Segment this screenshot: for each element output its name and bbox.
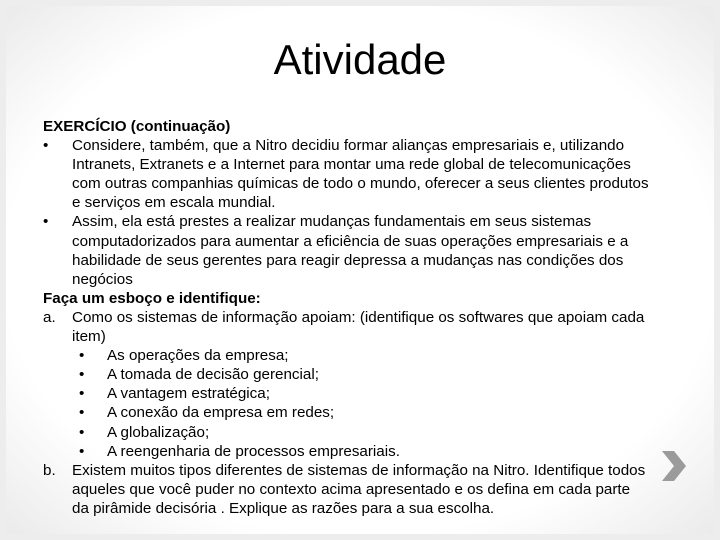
bullet-marker: • — [79, 423, 85, 441]
bullet-1-line-3: com outras companhias químicas de todo o mundo, oferecer a seus clientes produtos — [72, 175, 649, 193]
bullet-marker: • — [79, 347, 85, 365]
item-a-line-1: Como os sistemas de informação apoiam: (identifique os softwares que apoiam cada — [72, 308, 645, 326]
sub-item — [43, 442, 683, 461]
exercise-heading: EXERCÍCIO (continuação) — [43, 118, 231, 135]
sub-item-text: A vantagem estratégica; — [107, 385, 270, 403]
bullet-1-line-2: Intranets, Extranets e a Internet para montar uma rede global de telecomunicações — [72, 156, 631, 174]
task-heading: Faça um esboço e identifique: — [43, 289, 261, 307]
bullet-1-line-4: e serviços em escala mundial. — [72, 194, 276, 212]
sub-item — [43, 346, 683, 365]
item-b-line-2: aqueles que você puder no contexto acima apresentado e os defina em cada parte — [72, 480, 631, 498]
bullet-2-line-4: negócios — [72, 270, 133, 288]
sub-item — [43, 384, 683, 403]
chevron-right-icon[interactable] — [660, 449, 688, 483]
slide-title: Atividade — [273, 36, 447, 83]
sub-item-text: A tomada de decisão gerencial; — [107, 366, 319, 384]
bullet-1-line-1: Considere, também, que a Nitro decidiu formar alianças empresariais e, utilizando — [72, 137, 625, 155]
sub-item — [43, 403, 683, 422]
bullet-marker: • — [79, 404, 85, 422]
sub-item-text: A reengenharia de processos empresariais. — [107, 442, 400, 460]
bullet-marker: • — [43, 137, 49, 155]
item-a-line-2: item) — [72, 328, 106, 346]
item-b-line-1: Existem muitos tipos diferentes de sistemas de informação na Nitro. Identifique todos — [72, 461, 646, 479]
bullet-2-line-2: computadorizados para aumentar a eficiência de suas operações empresariais e a — [72, 232, 629, 250]
sub-item-text: A conexão da empresa em redes; — [107, 404, 335, 422]
bullet-marker: • — [79, 366, 85, 384]
bullet-2-line-1: Assim, ela está prestes a realizar mudanças fundamentais em seus sistemas — [72, 213, 592, 231]
item-b-line-3: da pirâmide decisória . Explique as razões para a sua escolha. — [72, 499, 495, 517]
sub-item-text: As operações da empresa; — [107, 347, 289, 365]
item-a — [43, 308, 683, 346]
bullet-2-line-3: habilidade de seus gerentes para reagir depressa a mudanças nas condições dos — [72, 251, 624, 269]
item-b — [43, 461, 683, 518]
item-a-marker: a. — [43, 308, 56, 326]
sub-item — [43, 423, 683, 442]
bullet-marker: • — [79, 442, 85, 460]
slide-body — [43, 117, 683, 518]
bullet-item-1 — [43, 136, 683, 212]
bullet-marker: • — [79, 385, 85, 403]
bullet-marker: • — [43, 213, 49, 231]
item-b-marker: b. — [43, 461, 56, 479]
sub-item — [43, 365, 683, 384]
sub-item-text: A globalização; — [107, 423, 210, 441]
bullet-item-2 — [43, 212, 683, 288]
